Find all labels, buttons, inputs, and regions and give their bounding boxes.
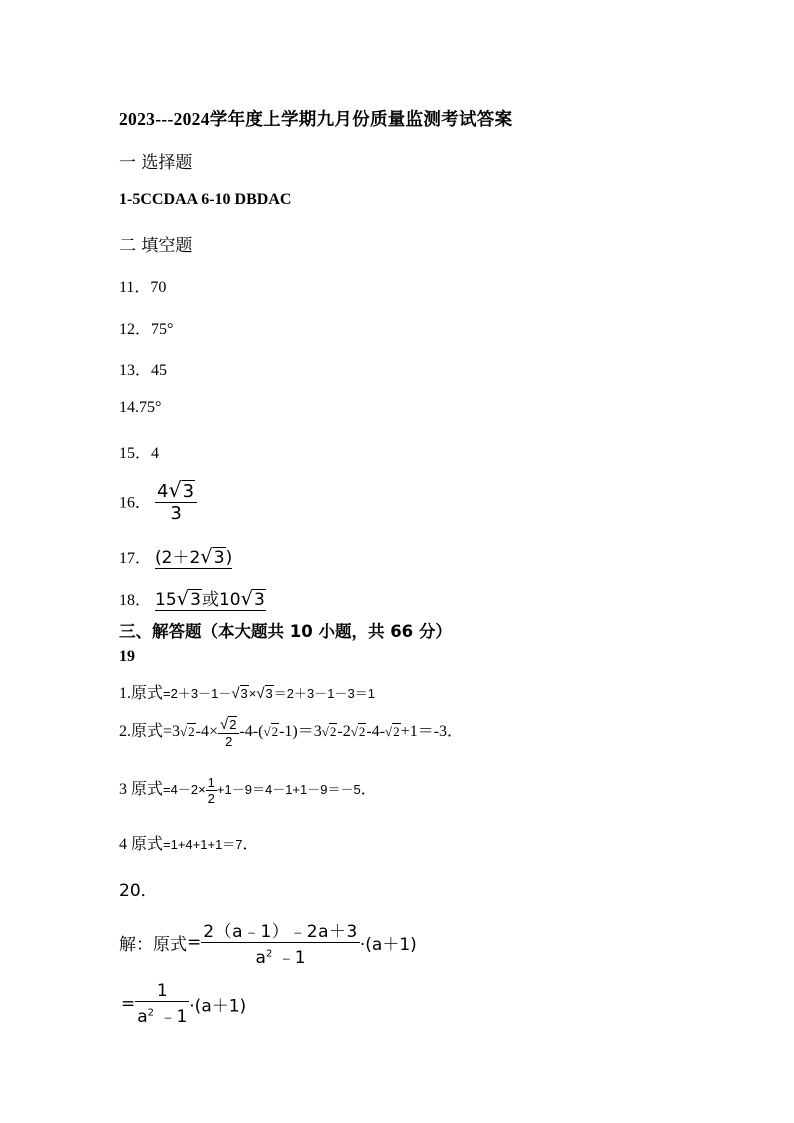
q19-part2: 2.原式=3√2-4× $\frac{√2}{2}$ -4-(√2-1)＝3√2-2√2-4-√2+1＝-3．: [119, 716, 464, 749]
sqrt-symbol: √3: [168, 478, 195, 502]
section-heading-fill: 二 填空题: [119, 236, 193, 256]
sqrt-symbol: √2: [385, 724, 400, 740]
fraction: $\frac{2(a﹣1)﹣2a+3}{a^2 ﹣1}$: [201, 917, 360, 968]
question-number: 11．: [119, 279, 151, 296]
q19-part4: 4 原式=1+4+1+1＝7．: [119, 836, 259, 853]
answer-17: [119, 543, 232, 568]
fraction: $\frac{1}{a^2 ﹣1}$: [137, 981, 188, 1027]
answer-value: 75°: [151, 321, 174, 338]
page-title: 2023---2024学年度上学期九月份质量监测考试答案: [119, 109, 513, 129]
question-number: 12．: [119, 321, 152, 338]
answer-12: [119, 316, 173, 339]
sqrt-symbol: √3: [240, 587, 265, 610]
fraction: $\frac{√2}{2}$: [218, 716, 239, 749]
question-number: 13．: [119, 362, 152, 379]
sqrt-symbol: √3: [200, 545, 225, 568]
sqrt-symbol: √2: [263, 724, 279, 740]
sqrt-symbol: √2: [321, 724, 337, 740]
answer-15: [119, 440, 159, 463]
choice-answers: 1-5CCDAA 6-10 DBDAC: [119, 191, 292, 208]
answer-value: 70: [150, 279, 167, 296]
sqrt-symbol: √3: [231, 685, 248, 702]
section-heading-choice: 一 选择题: [119, 153, 193, 173]
q19-part1: 1.原式=2＋3－1－√3×√3＝2＋3－1－3＝1: [119, 685, 375, 702]
sqrt-symbol: √3: [256, 685, 273, 702]
answer-expression: 15√3或10√3: [155, 587, 265, 610]
answer-expression: (2＋2√3): [155, 545, 233, 568]
answer-14: 14.75°: [119, 399, 162, 416]
section-heading-solve: 三、解答题（本大题共 10 小题，共 66 分）: [119, 622, 452, 641]
question-number: 18．: [119, 592, 152, 609]
fraction: [155, 478, 197, 524]
sqrt-symbol: √3: [176, 587, 201, 610]
sqrt-symbol: √2: [350, 724, 366, 740]
question-number: 16．: [119, 494, 152, 512]
sqrt-symbol: √2: [180, 724, 195, 740]
answer-16: [119, 478, 197, 524]
answer-value: 4: [151, 445, 160, 462]
answer-18: [119, 585, 266, 610]
question-number: 17．: [119, 550, 152, 567]
coefficient: 4: [157, 481, 169, 502]
answer-value: 45: [151, 362, 168, 379]
q20-step1: 解：原式= $\frac{2(a﹣1)﹣2a+3}{a^2 ﹣1}$ ·(a＋1): [119, 917, 417, 968]
q19-part3: 3 原式=4－2× $\frac{1}{2}$ +1－9＝4－1+1－9＝－5．: [119, 775, 377, 806]
answer-11: [119, 274, 166, 297]
denominator: 3: [170, 503, 182, 524]
question-19-label: 19: [119, 648, 135, 665]
q20-step2: = $\frac{1}{a^2 ﹣1}$ ·(a＋1): [121, 981, 247, 1027]
sqrt-symbol: √2: [220, 716, 237, 733]
question-number: 15．: [119, 445, 152, 462]
answer-13: [119, 357, 167, 380]
question-20-label: 20．: [119, 881, 158, 901]
fraction: $\frac{1}{2}$: [207, 775, 215, 806]
